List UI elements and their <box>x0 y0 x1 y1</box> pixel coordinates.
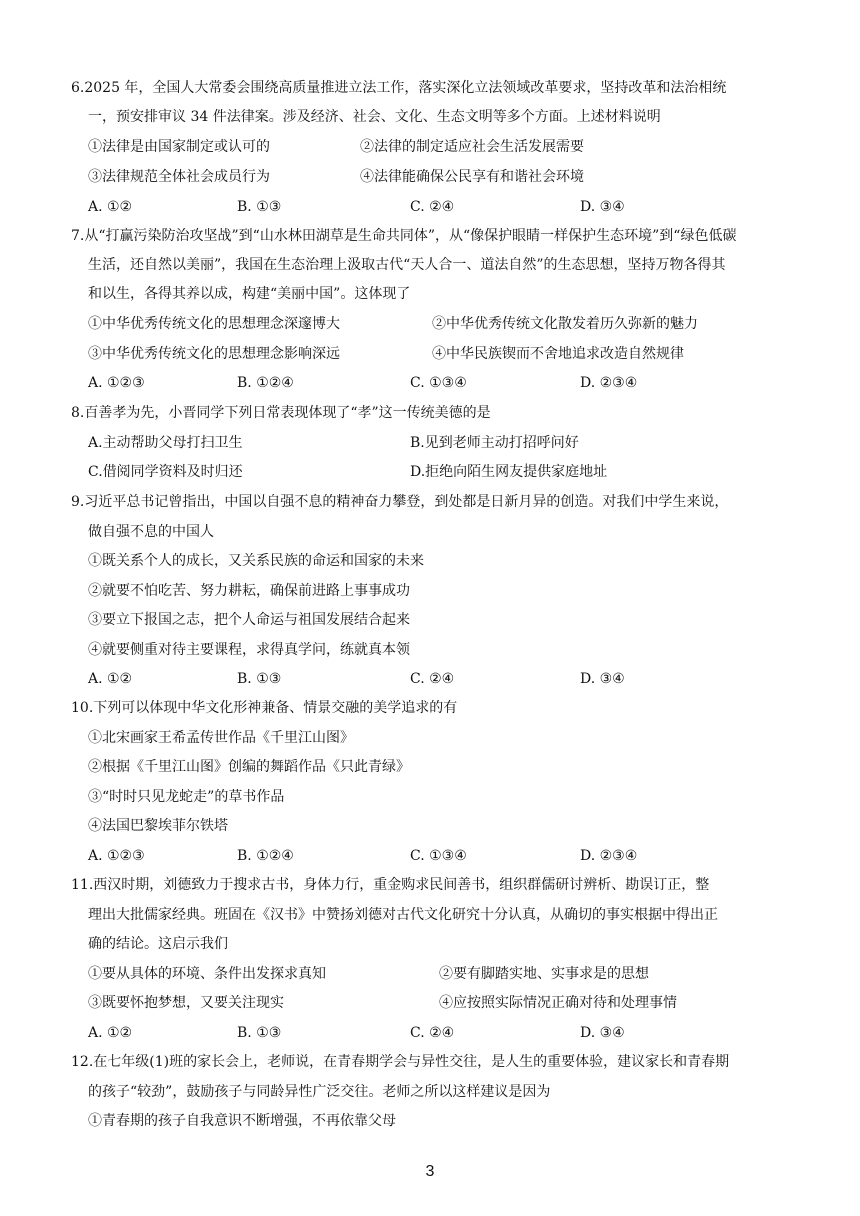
q11-stem-line-1: 11.西汉时期，刘德致力于搜求古书，身体力行，重金购求民间善书，组织群儒研讨辨析、勘误订正，整 <box>71 877 710 893</box>
q6-item-2: ②法律的制定适应社会生活发展需要 <box>360 139 584 155</box>
q9-stem-line-2: 做自强不息的中国人 <box>88 524 214 540</box>
q11-item-1: ①要从具体的环境、条件出发探求真知 <box>88 966 326 982</box>
q8-option-b: B.见到老师主动打招呼问好 <box>410 435 579 451</box>
page-number: 3 <box>425 1163 435 1180</box>
q7-option-d: D. ②③④ <box>580 375 638 391</box>
q11-stem-line-2: 理出大批儒家经典。班固在《汉书》中赞扬刘德对古代文化研究十分认真，从确切的事实根据中得出正 <box>88 907 718 923</box>
q10-option-a: A. ①②③ <box>88 848 145 864</box>
q6-item-1: ①法律是由国家制定或认可的 <box>88 139 270 155</box>
q12-stem-line-2: 的孩子“较劲”，鼓励孩子与同龄异性广泛交往。老师之所以这样建议是因为 <box>88 1084 551 1100</box>
q9-options <box>88 669 808 689</box>
q7-item-1: ①中华优秀传统文化的思想理念深邃博大 <box>88 316 340 332</box>
q7-item-3: ③中华优秀传统文化的思想理念影响深远 <box>88 346 340 362</box>
q10-item-2: ②根据《千里江山图》创编的舞蹈作品《只此青绿》 <box>88 759 410 775</box>
q8-option-c: C.借阅同学资料及时归还 <box>88 464 243 480</box>
q10-item-3: ③“时时只见龙蛇走”的草书作品 <box>88 789 285 805</box>
q6-option-c: C. ②④ <box>410 199 455 215</box>
q8-option-a: A.主动帮助父母打扫卫生 <box>88 435 243 451</box>
q6-item-4: ④法律能确保公民享有和谐社会环境 <box>360 169 584 185</box>
q9-item-3: ③要立下报国之志，把个人命运与祖国发展结合起来 <box>88 612 410 628</box>
q7-item-2: ②中华优秀传统文化散发着历久弥新的魅力 <box>432 316 698 332</box>
q10-options <box>88 846 808 866</box>
q6-item-3: ③法律规范全体社会成员行为 <box>88 169 270 185</box>
q11-item-4: ④应按照实际情况正确对待和处理事情 <box>439 995 677 1011</box>
q9-option-b: B. ①③ <box>237 671 282 687</box>
q10-item-1: ①北宋画家王希孟传世作品《千里江山图》 <box>88 730 354 746</box>
q6-option-b: B. ①③ <box>237 199 282 215</box>
q11-option-d: D. ③④ <box>580 1025 625 1041</box>
q11-option-a: A. ①② <box>88 1025 133 1041</box>
q12-item-1: ①青春期的孩子自我意识不断增强，不再依靠父母 <box>88 1113 396 1129</box>
q7-option-a: A. ①②③ <box>88 375 145 391</box>
q8-stem: 8.百善孝为先，小晋同学下列日常表现体现了“孝”这一传统美德的是 <box>71 405 491 421</box>
q6-options <box>88 197 808 217</box>
q6-option-a: A. ①② <box>88 199 133 215</box>
q6-option-d: D. ③④ <box>580 199 625 215</box>
q7-stem-line-1: 7.从“打赢污染防治攻坚战”到“山水林田湖草是生命共同体”，从“像保护眼睛一样保护生态环境”到“绿色低碳 <box>71 228 737 244</box>
q7-option-b: B. ①②④ <box>237 375 294 391</box>
q9-stem-line-1: 9.习近平总书记曾指出，中国以自强不息的精神奋力攀登，到处都是日新月异的创造。对我们中学生来说， <box>71 494 729 510</box>
q11-item-3: ③既要怀抱梦想，又要关注现实 <box>88 995 284 1011</box>
q7-stem-line-3: 和以生，各得其养以成，构建“美丽中国”。这体现了 <box>88 286 411 302</box>
q11-options <box>88 1023 808 1043</box>
q11-option-b: B. ①③ <box>237 1025 282 1041</box>
q12-stem-line-1: 12.在七年级(1)班的家长会上，老师说，在青春期学会与异性交往，是人生的重要体验，建议家长和青春期 <box>71 1054 730 1070</box>
q6-stem-line-1: 6.2025 年，全国人大常委会围绕高质量推进立法工作，落实深化立法领域改革要求，坚持改革和法治相统 <box>71 80 727 96</box>
q9-option-d: D. ③④ <box>580 671 625 687</box>
q7-options <box>88 373 808 393</box>
q10-option-c: C. ①③④ <box>410 848 467 864</box>
q7-item-4: ④中华民族锲而不舍地追求改造自然规律 <box>432 346 684 362</box>
q8-option-d: D.拒绝向陌生网友提供家庭地址 <box>410 464 608 480</box>
q9-item-1: ①既关系个人的成长，又关系民族的命运和国家的未来 <box>88 553 424 569</box>
q10-item-4: ④法国巴黎埃菲尔铁塔 <box>88 818 228 834</box>
q9-option-a: A. ①② <box>88 671 133 687</box>
q9-option-c: C. ②④ <box>410 671 455 687</box>
q10-stem: 10.下列可以体现中华文化形神兼备、情景交融的美学追求的有 <box>71 700 458 716</box>
q11-option-c: C. ②④ <box>410 1025 455 1041</box>
q6-stem-line-2: 一，预安排审议 34 件法律案。涉及经济、社会、文化、生态文明等多个方面。上述材料说明 <box>88 109 661 125</box>
q7-option-c: C. ①③④ <box>410 375 467 391</box>
q9-item-2: ②就要不怕吃苦、努力耕耘，确保前进路上事事成功 <box>88 583 410 599</box>
q9-item-4: ④就要侧重对待主要课程，求得真学问，练就真本领 <box>88 642 410 658</box>
q7-stem-line-2: 生活，还自然以美丽”，我国在生态治理上汲取古代“天人合一、道法自然”的生态思想，坚持万物各得其 <box>88 257 726 273</box>
q11-item-2: ②要有脚踏实地、实事求是的思想 <box>439 966 649 982</box>
q11-stem-line-3: 确的结论。这启示我们 <box>88 936 228 952</box>
q10-option-b: B. ①②④ <box>237 848 294 864</box>
q10-option-d: D. ②③④ <box>580 848 638 864</box>
